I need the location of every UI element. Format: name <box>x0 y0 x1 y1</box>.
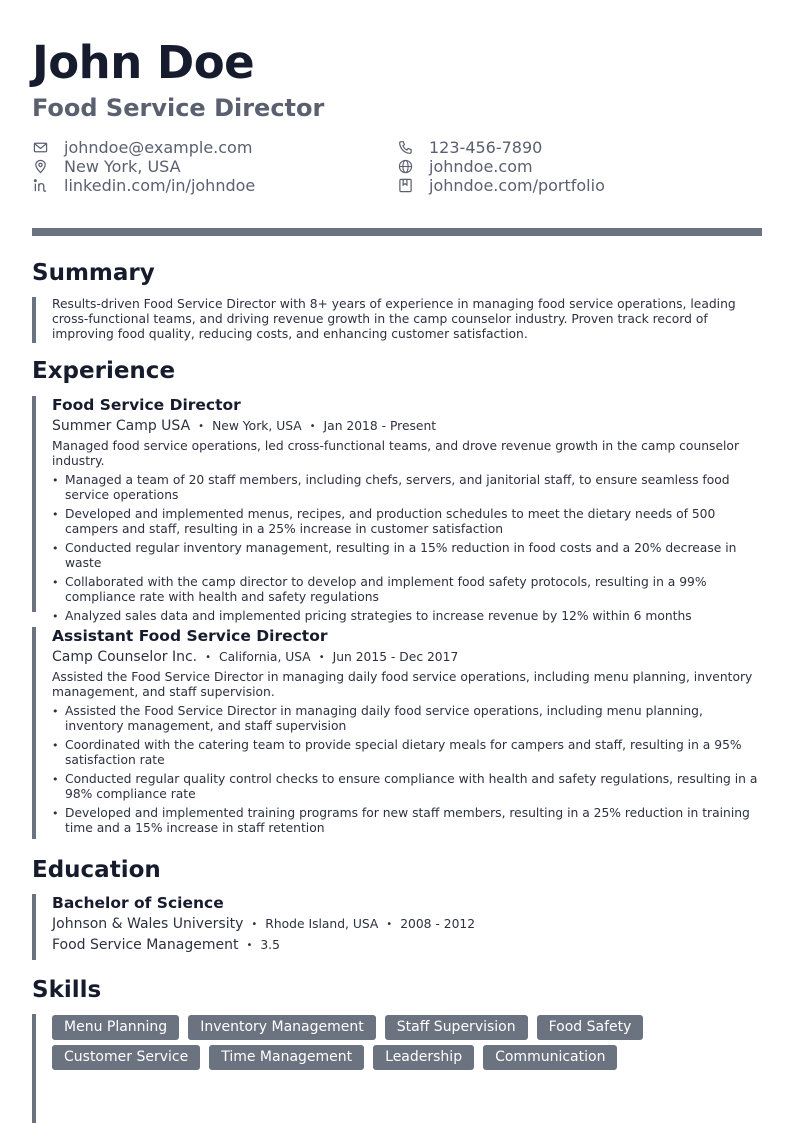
job-location: New York, USA <box>212 419 302 433</box>
separator-dot: • <box>205 652 212 663</box>
degree: Bachelor of Science <box>52 894 224 912</box>
skill-chip: Customer Service <box>52 1045 200 1070</box>
education-accent-bar <box>32 894 36 960</box>
job-bullets <box>52 473 762 624</box>
experience-accent-bar <box>32 396 36 612</box>
phone-icon <box>397 140 413 156</box>
skill-chip: Leadership <box>373 1045 474 1070</box>
mail-icon <box>32 140 48 156</box>
summary-accent-bar <box>32 297 36 343</box>
separator-dot: • <box>318 652 325 663</box>
school-location: Rhode Island, USA <box>265 917 379 931</box>
job-dates: Jan 2018 - Present <box>323 419 437 433</box>
separator-dot: • <box>309 421 316 432</box>
contact-website[interactable] <box>397 157 533 176</box>
job-title: Assistant Food Service Director <box>52 627 328 645</box>
email-text: johndoe@example.com <box>64 138 253 157</box>
portfolio-text: johndoe.com/portfolio <box>429 176 605 195</box>
website-text: johndoe.com <box>429 157 533 176</box>
separator-dot: • <box>198 421 205 432</box>
job-location: California, USA <box>219 650 311 664</box>
job-description: Managed food service operations, led cross-functional teams, and drove revenue growth in the camp counselor industry. <box>52 439 740 468</box>
experience-accent-bar <box>32 627 36 839</box>
list-item: • Analyzed sales data and implemented pricing strategies to increase revenue by 12% within 6 months <box>52 609 762 624</box>
location-text: New York, USA <box>64 157 181 176</box>
map-pin-icon <box>32 159 48 175</box>
globe-icon <box>397 159 413 175</box>
job-title: Food Service Director <box>52 396 241 414</box>
education-heading: Education <box>32 857 161 883</box>
experience-entry <box>52 626 762 840</box>
education-meta <box>52 916 762 932</box>
experience-heading: Experience <box>32 358 176 384</box>
separator-dot: • <box>246 940 253 951</box>
list-item: • Conducted regular inventory management, resulting in a 15% reduction in food costs and a 20% decrease in waste <box>52 541 762 571</box>
job-dates: Jun 2015 - Dec 2017 <box>332 650 459 664</box>
skill-chip: Menu Planning <box>52 1015 179 1040</box>
list-item: • Developed and implemented menus, recipes, and production schedules to meet the dietary needs of 500 campers and staff, resulting in a 25% increase in customer satisfaction <box>52 507 762 537</box>
summary-text: Results-driven Food Service Director with 8+ years of experience in managing food service operations, leading cross-functional teams, and driving revenue growth in the camp counselor industry. Proven track record of improving food quality, reducing costs, and enhancing customer satisfaction. <box>52 297 736 341</box>
skill-chip: Inventory Management <box>188 1015 376 1040</box>
skill-chip: Time Management <box>209 1045 364 1070</box>
list-item: • Managed a team of 20 staff members, including chefs, servers, and janitorial staff, to ensure seamless food service operations <box>52 473 762 503</box>
list-item: • Collaborated with the camp director to develop and implement food safety protocols, resulting in a 99% compliance rate with health and safety regulations <box>52 575 762 605</box>
summary-heading: Summary <box>32 260 155 286</box>
gpa: 3.5 <box>260 938 280 952</box>
contact-location <box>32 157 181 176</box>
linkedin-icon <box>32 178 48 194</box>
separator-dot: • <box>251 919 258 930</box>
linkedin-text: linkedin.com/in/johndoe <box>64 176 256 195</box>
portfolio-icon <box>397 178 413 194</box>
skill-chip: Staff Supervision <box>385 1015 528 1040</box>
education-entry <box>52 893 762 953</box>
company-name: Summer Camp USA <box>52 418 191 434</box>
list-item: • Coordinated with the catering team to provide special dietary meals for campers and staff, resulting in a 95% satisfaction rate <box>52 738 762 768</box>
job-meta <box>52 418 762 434</box>
contact-email[interactable] <box>32 138 252 157</box>
candidate-name: John Doe <box>32 36 255 89</box>
contact-linkedin[interactable] <box>32 176 255 195</box>
job-description: Assisted the Food Service Director in managing daily food service operations, including menu planning, inventory management, and staff supervision. <box>52 670 753 699</box>
skills-row <box>52 1015 762 1040</box>
experience-entry <box>52 395 762 628</box>
list-item: • Developed and implemented training programs for new staff members, resulting in a 25% reduction in training time and a 15% increase in staff retention <box>52 806 762 836</box>
skills-accent-bar <box>32 1014 36 1123</box>
contact-phone[interactable] <box>397 138 542 157</box>
header-divider <box>32 228 762 236</box>
contact-portfolio[interactable] <box>397 176 605 195</box>
separator-dot: • <box>386 919 393 930</box>
list-item: • Conducted regular quality control checks to ensure compliance with health and safety regulations, resulting in a 98% compliance rate <box>52 772 762 802</box>
skills-list <box>52 1015 762 1075</box>
education-field-meta <box>52 937 762 953</box>
school-name: Johnson & Wales University <box>52 916 244 932</box>
skill-chip: Food Safety <box>537 1015 644 1040</box>
job-bullets <box>52 704 762 836</box>
list-item: • Assisted the Food Service Director in managing daily food service operations, including menu planning, inventory management, and staff supervision <box>52 704 762 734</box>
company-name: Camp Counselor Inc. <box>52 649 198 665</box>
job-meta <box>52 649 762 665</box>
phone-text: 123-456-7890 <box>429 138 543 157</box>
skill-chip: Communication <box>483 1045 617 1070</box>
skills-heading: Skills <box>32 977 102 1003</box>
education-years: 2008 - 2012 <box>400 917 476 931</box>
skills-row <box>52 1045 762 1070</box>
field-of-study: Food Service Management <box>52 937 239 953</box>
candidate-title: Food Service Director <box>32 94 325 122</box>
